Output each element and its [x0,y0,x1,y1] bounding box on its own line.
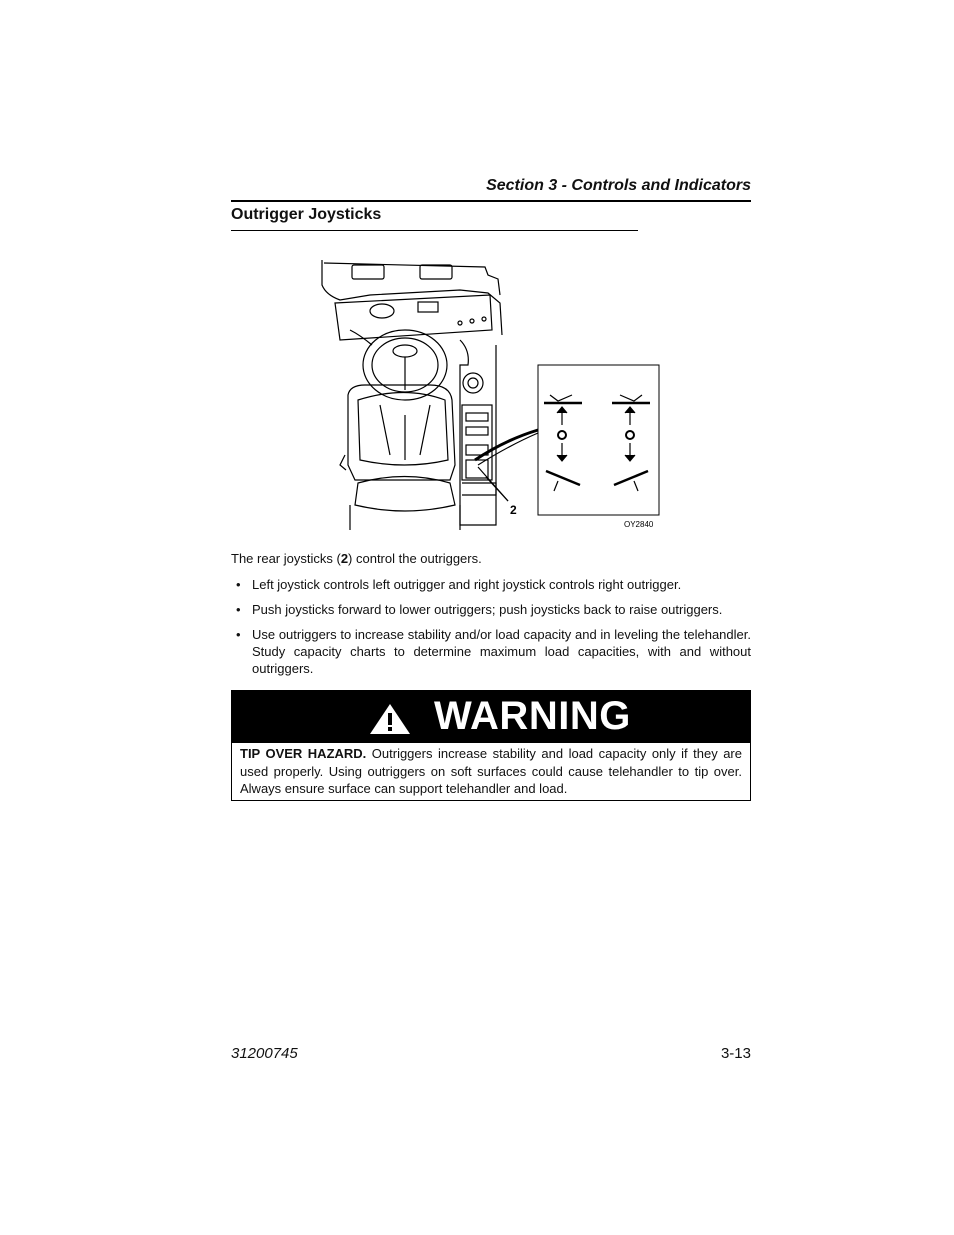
warning-triangle-icon [368,702,412,736]
list-item-text: Use outriggers to increase stability and/or load capacity and in leveling the telehandler. Study capacity charts to determine maximum load capacities, with and without outriggers. [252,627,751,676]
list-item [231,601,751,618]
list-item [231,576,751,593]
intro-ref: 2 [340,551,349,566]
callout-number: 2 [510,503,517,517]
intro-before: The rear joysticks ( [231,551,341,566]
warning-body: Outriggers increase stability and load capacity only if they are used properly. Using outriggers on soft surfaces could cause telehandler to tip over. Always ensure surface can support telehandler and load. [240,746,742,796]
bullet-icon: • [236,577,241,592]
section-header: Section 3 - Controls and Indicators [486,177,751,194]
document-number: 31200745 [231,1045,298,1062]
warning-box [231,690,751,801]
instruction-list [231,576,751,685]
bullet-icon: • [236,602,241,617]
warning-title: WARNING [434,694,631,738]
intro-after: ) control the outriggers. [348,551,482,566]
page-heading: Outrigger Joysticks [231,206,382,223]
warning-banner [232,691,750,743]
page-number: 3-13 [720,1045,751,1062]
cab-illustration [310,255,670,535]
list-item-text: Left joystick controls left outrigger and right joystick controls right outrigger. [252,577,682,592]
section-header-rule [231,200,751,202]
list-item-text: Push joysticks forward to lower outriggers; push joysticks back to raise outriggers. [252,602,723,617]
warning-lead: TIP OVER HAZARD. [240,746,367,761]
figure-id: OY2840 [624,520,654,529]
list-item [231,626,751,677]
heading-rule [231,230,638,231]
warning-text [240,745,742,798]
bullet-icon: • [236,627,241,642]
joystick-inset [538,365,659,515]
intro-paragraph [231,551,482,566]
